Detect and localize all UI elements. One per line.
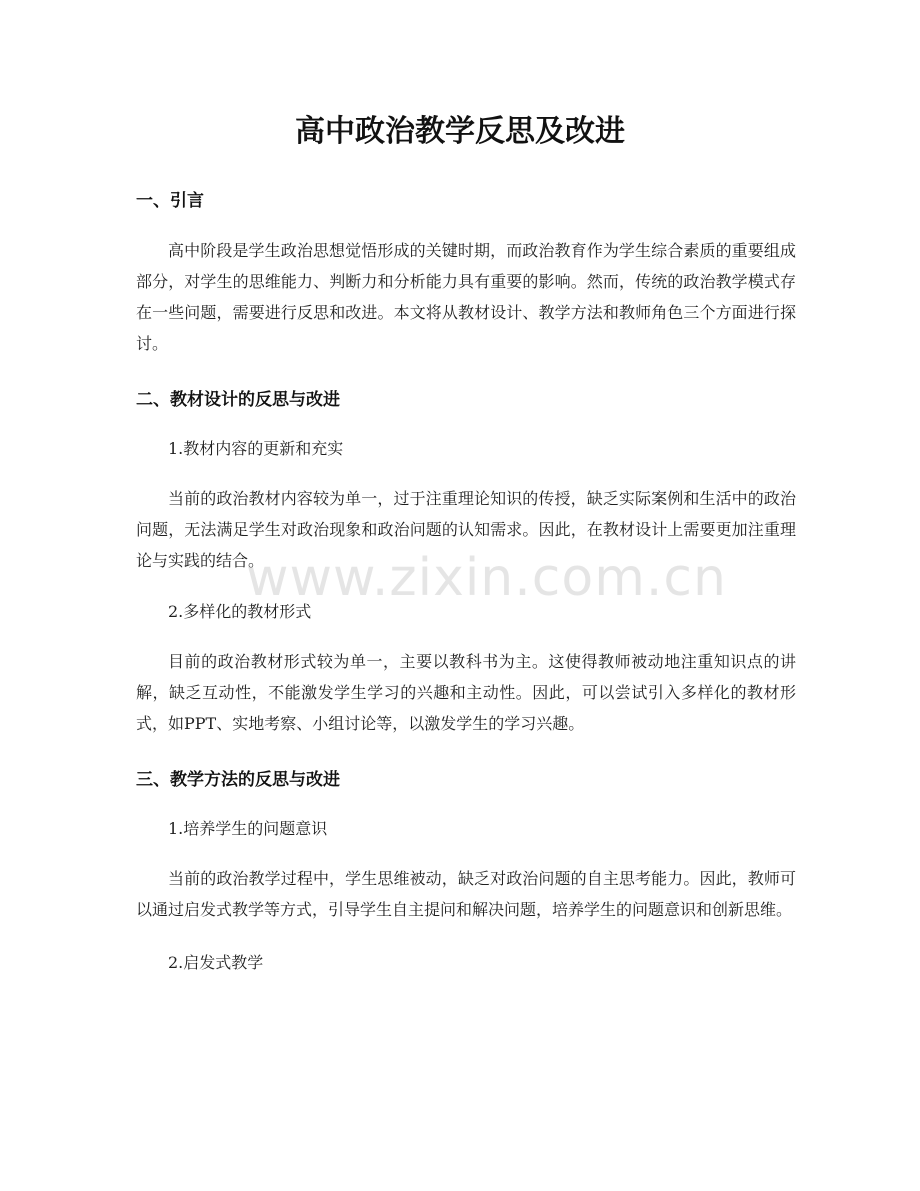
subsection-title-problem-awareness: 1.培养学生的问题意识 — [168, 819, 328, 838]
introduction-paragraph: 高中阶段是学生政治思想觉悟形成的关键时期，而政治教育作为学生综合素质的重要组成部分，对学生的思维能力、判断力和分析能力具有重要的影响。然而，传统的政治教学模式存在一些问题，需要进行反思和改进。本文将从教材设计、教学方法和教师角色三个方面进行探讨。 — [136, 241, 796, 353]
subsection-paragraph-diverse-forms: 目前的政治教材形式较为单一，主要以教科书为主。这使得教师被动地注重知识点的讲解，缺乏互动性，不能激发学生学习的兴趣和主动性。因此，可以尝试引入多样化的教材形式，如PPT、实地考察、小组讨论等，以激发学生的学习兴趣。 — [136, 652, 796, 733]
subsection-title-heuristic-teaching: 2.启发式教学 — [168, 953, 264, 972]
section-heading-textbook-design: 二、教材设计的反思与改进 — [136, 390, 340, 410]
subsection-paragraph-content-update: 当前的政治教材内容较为单一，过于注重理论知识的传授，缺乏实际案例和生活中的政治问题，无法满足学生对政治现象和政治问题的认知需求。因此，在教材设计上需要更加注重理论与实践的结合。 — [136, 489, 796, 570]
document-body — [136, 186, 796, 997]
subsection-title-diverse-forms: 2.多样化的教材形式 — [168, 602, 312, 621]
section-heading-introduction: 一、引言 — [136, 191, 204, 211]
watermark-text: www.zixin.com.cn — [246, 548, 727, 608]
section-heading-teaching-methods: 三、教学方法的反思与改进 — [136, 770, 340, 790]
subsection-paragraph-problem-awareness: 当前的政治教学过程中，学生思维被动，缺乏对政治问题的自主思考能力。因此，教师可以通过启发式教学等方式，引导学生自主提问和解决问题，培养学生的问题意识和创新思维。 — [136, 869, 796, 919]
subsection-title-content-update: 1.教材内容的更新和充实 — [168, 439, 344, 458]
document-title: 高中政治教学反思及改进 — [295, 114, 625, 149]
